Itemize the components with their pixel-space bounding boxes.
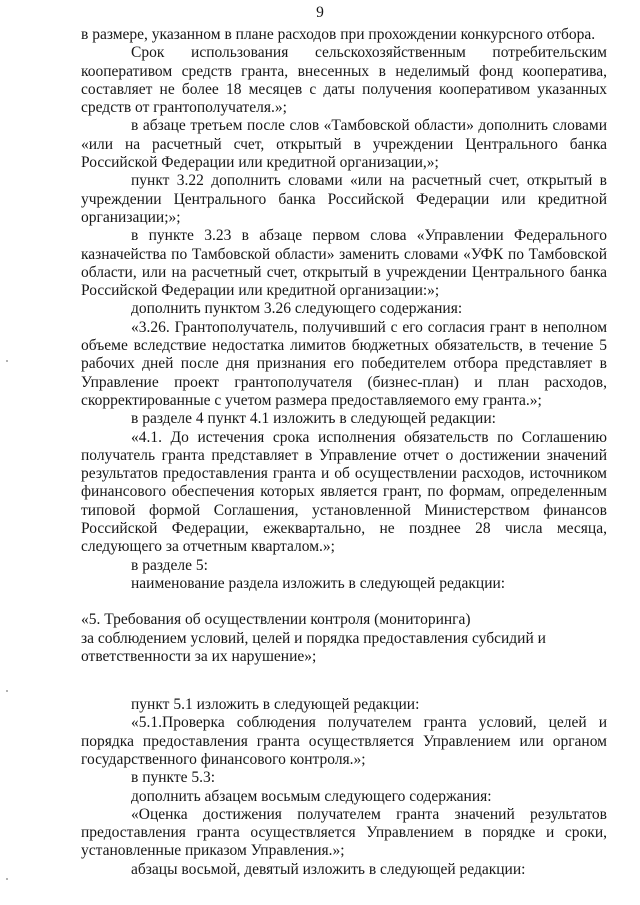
scan-artifact <box>6 690 8 692</box>
paragraph: пункт 5.1 изложить в следующей редакции: <box>131 696 420 714</box>
section-heading-line: за соблюдением условий, целей и порядка предоставления субсидий и <box>81 629 546 647</box>
paragraph: в разделе 5: <box>131 556 208 574</box>
section-heading <box>81 611 607 666</box>
paragraph: в пункте 5.3: <box>131 769 216 787</box>
paragraph: «3.26. Грантополучатель, получивший с его согласия грант в неполном объеме вследствие недостатка лимитов бюджетных обязательств, в течение 5 рабочих дней после дня признания его победителем отбора представляет в Управление проект грантополучателя (бизнес-план) и план расходов, скорректированные с учетом размера предоставляемого ему гранта.»; <box>81 318 607 409</box>
scan-artifact <box>6 360 8 362</box>
paragraph: «Оценка достижения получателем гранта значений результатов предоставления гранта осуществляется Управлением в порядке и сроки, установленные приказом Управления.»; <box>81 805 607 860</box>
section-heading-line: ответственности за их нарушение»; <box>81 647 317 665</box>
paragraph: абзацы восьмой, девятый изложить в следующей редакции: <box>131 860 526 878</box>
paragraph: дополнить пунктом 3.26 следующего содержания: <box>131 300 463 318</box>
page-number: 9 <box>316 4 324 21</box>
paragraph: Срок использования сельскохозяйственным потребительским кооперативом средств гранта, внесенных в неделимый фонд кооператива, составляет не более 18 месяцев с даты получения кооперативом указанных средств от грантополучателя.»; <box>81 44 607 117</box>
paragraph: в пункте 3.23 в абзаце первом слова «Управлении Федерального казначейства по Тамбовской области» заменить словами «УФК по Тамбовской области, или на расчетный счет, открытый в учреждении Центрального банка Российской Федерации или кредитной организации:»; <box>81 227 607 300</box>
paragraph: в абзаце третьем после слов «Тамбовской области» дополнить словами «или на расчетный счет, открытый в учреждении Центрального банка Российской Федерации или кредитной организации,»; <box>81 117 607 172</box>
section-heading-line: «5. Требования об осуществлении контроля (мониторинга) <box>81 611 471 629</box>
paragraph-continuation: в размере, указанном в плане расходов при прохождении конкурсного отбора. <box>81 26 596 43</box>
paragraph: в разделе 4 пункт 4.1 изложить в следующей редакции: <box>131 410 496 428</box>
paragraph: наименование раздела изложить в следующей редакции: <box>131 574 506 592</box>
document-body <box>81 26 607 879</box>
paragraph: «5.1.Проверка соблюдения получателем гранта условий, целей и порядка предоставления гранта осуществляется Управлением или органом государственного финансового контроля.»; <box>81 714 607 768</box>
scan-artifact <box>6 878 8 880</box>
paragraph: дополнить абзацем восьмым следующего содержания: <box>131 787 492 805</box>
paragraph: «4.1. До истечения срока исполнения обязательств по Соглашению получатель гранта представляет в Управление отчет о достижении значений результатов предоставления гранта и об осуществлении расходов, источником финансового обеспечения которых является грант, по формам, определенным типовой формой Соглашения, установленной Министерством финансов Российской Федерации, ежеквартально, не позднее 28 числа месяца, следующего за отчетным кварталом.»; <box>81 428 607 556</box>
paragraph: пункт 3.22 дополнить словами «или на расчетный счет, открытый в учреждении Центрального банка Российской Федерации или кредитной организации;»; <box>81 172 607 226</box>
